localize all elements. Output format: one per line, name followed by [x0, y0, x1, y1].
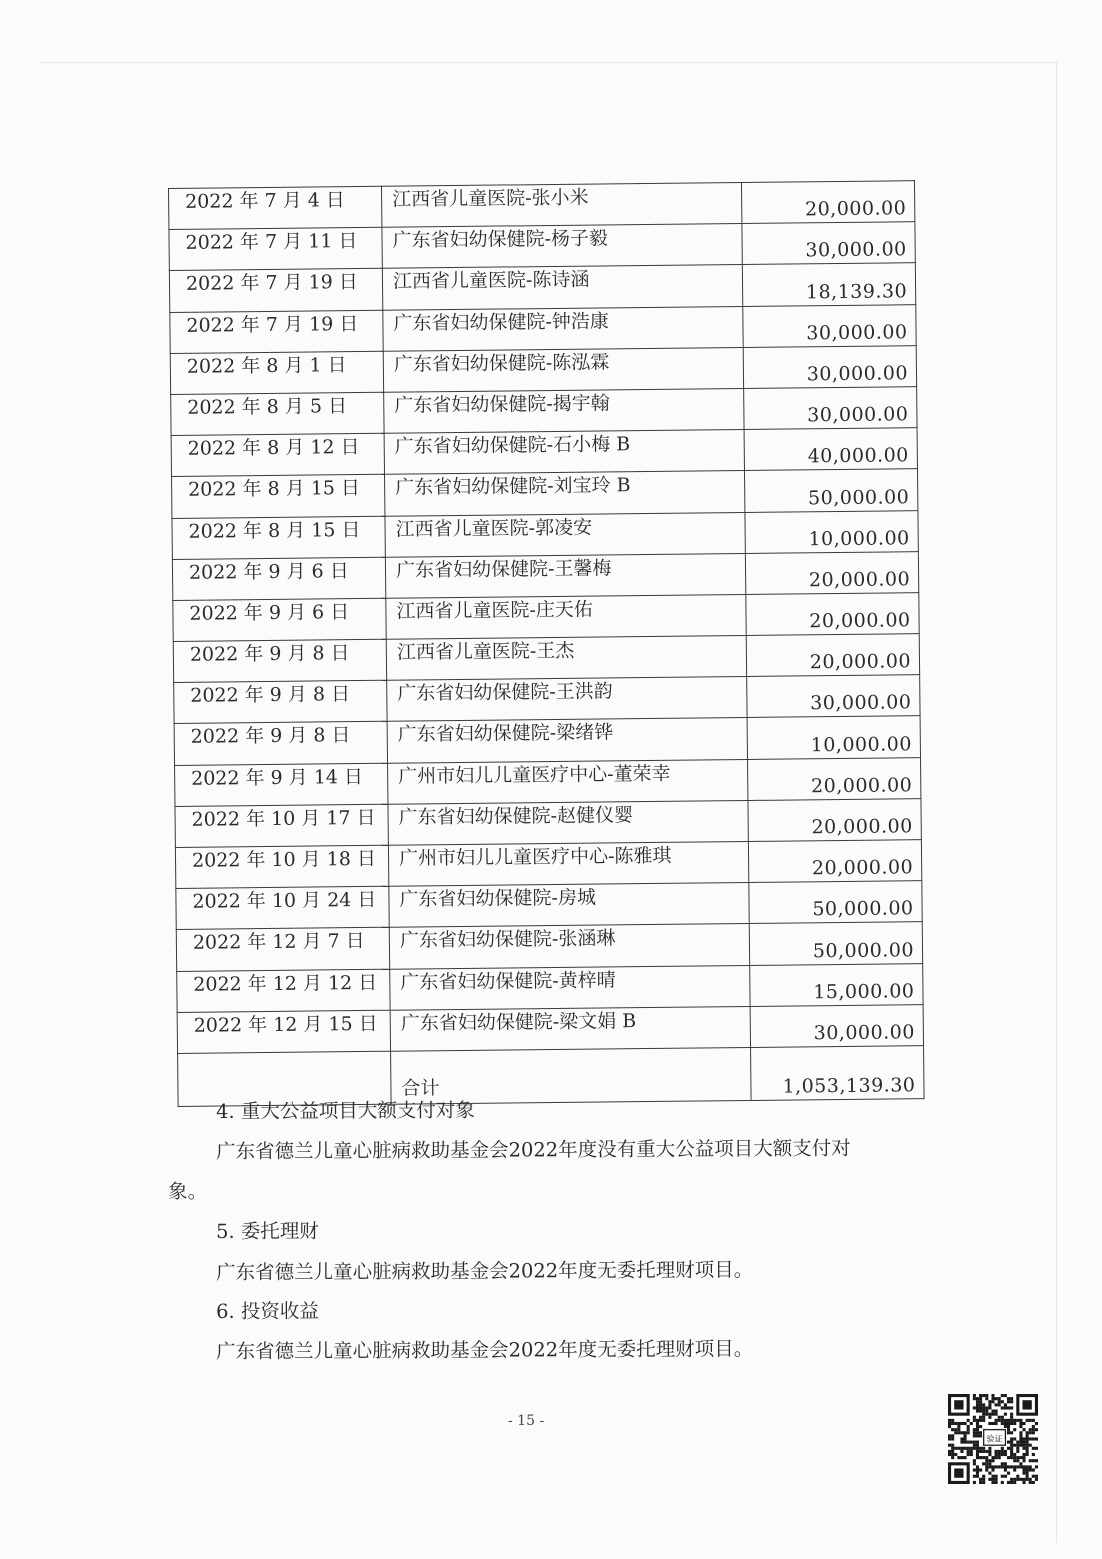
row-recipient: 广东省妇幼保健院-石小梅 B [384, 430, 744, 475]
row-date: 2022 年 12 月 15 日 [177, 1010, 390, 1053]
row-recipient: 广州市妇儿儿童医疗中心-董荣幸 [388, 759, 748, 804]
page-number: - 15 - [508, 1413, 545, 1429]
row-date: 2022 年 8 月 15 日 [172, 516, 385, 559]
row-date: 2022 年 8 月 1 日 [170, 351, 383, 394]
row-amount: 30,000.00 [744, 387, 917, 430]
row-amount: 15,000.00 [750, 963, 923, 1006]
row-date: 2022 年 10 月 18 日 [175, 845, 388, 888]
row-amount: 30,000.00 [747, 675, 920, 718]
section-5-body: 广东省德兰儿童心脏病救助基金会2022年度无委托理财项目。 [216, 1258, 754, 1284]
section-4-heading: 4. 重大公益项目大额支付对象 [216, 1098, 475, 1123]
row-recipient: 江西省儿童医院-郭凌安 [385, 512, 745, 557]
table-total-row [178, 1046, 925, 1107]
row-date: 2022 年 9 月 8 日 [173, 639, 386, 682]
row-date: 2022 年 10 月 17 日 [175, 804, 388, 847]
donation-table [168, 180, 925, 1107]
row-recipient: 广东省妇幼保健院-刘宝玲 B [385, 471, 745, 516]
row-amount: 20,000.00 [746, 634, 919, 677]
row-amount: 50,000.00 [749, 881, 922, 924]
row-date: 2022 年 9 月 6 日 [173, 598, 386, 641]
row-recipient: 广东省妇幼保健院-揭宇翰 [384, 388, 744, 433]
row-recipient: 广东省妇幼保健院-王馨梅 [385, 553, 745, 598]
total-empty-cell [178, 1051, 392, 1106]
row-recipient: 江西省儿童医院-王杰 [386, 636, 746, 681]
section-4-body-line2: 象。 [168, 1179, 208, 1203]
row-recipient: 广东省妇幼保健院-黄梓晴 [390, 965, 750, 1010]
row-date: 2022 年 8 月 5 日 [171, 392, 384, 435]
row-amount: 50,000.00 [749, 922, 922, 965]
row-amount: 40,000.00 [744, 428, 917, 471]
row-amount: 20,000.00 [748, 840, 921, 883]
qr-code-icon [948, 1394, 1038, 1484]
row-date: 2022 年 8 月 15 日 [172, 475, 385, 518]
row-amount: 20,000.00 [741, 181, 914, 224]
row-amount: 10,000.00 [747, 716, 920, 759]
row-date: 2022 年 12 月 7 日 [176, 928, 389, 971]
row-recipient: 江西省儿童医院-张小米 [381, 182, 741, 227]
section-4-body-line1: 广东省德兰儿童心脏病救助基金会2022年度没有重大公益项目大额支付对 [216, 1136, 851, 1163]
row-date: 2022 年 7 月 4 日 [169, 186, 382, 229]
row-date: 2022 年 7 月 19 日 [169, 269, 382, 312]
row-recipient: 江西省儿童医院-庄天佑 [386, 594, 746, 639]
row-date: 2022 年 7 月 19 日 [170, 310, 383, 353]
row-recipient: 广东省妇幼保健院-杨子毅 [382, 224, 742, 269]
section-5-heading: 5. 委托理财 [216, 1219, 319, 1243]
row-amount: 18,139.30 [742, 263, 915, 306]
row-recipient: 广东省妇幼保健院-梁文娟 B [390, 1006, 750, 1051]
row-amount: 20,000.00 [746, 593, 919, 636]
qr-overlay-label: 验证 [986, 1434, 1003, 1444]
row-recipient: 广东省妇幼保健院-钟浩康 [383, 306, 743, 351]
row-amount: 30,000.00 [742, 222, 915, 265]
row-date: 2022 年 7 月 11 日 [169, 227, 382, 270]
row-recipient: 广东省妇幼保健院-陈泓霖 [383, 347, 743, 392]
row-recipient: 广东省妇幼保健院-房城 [389, 883, 749, 928]
total-amount: 1,053,139.30 [751, 1046, 925, 1101]
row-recipient: 广东省妇幼保健院-王洪韵 [387, 677, 747, 722]
row-recipient: 江西省儿童医院-陈诗涵 [382, 265, 742, 310]
row-recipient: 广东省妇幼保健院-张涵琳 [389, 924, 749, 969]
row-amount: 50,000.00 [744, 469, 917, 512]
row-amount: 30,000.00 [750, 1004, 923, 1047]
section-6-heading: 6. 投资收益 [216, 1299, 319, 1323]
row-amount: 20,000.00 [748, 798, 921, 841]
row-amount: 20,000.00 [745, 551, 918, 594]
row-date: 2022 年 10 月 24 日 [176, 886, 389, 929]
row-recipient: 广州市妇儿儿童医疗中心-陈雅琪 [388, 841, 748, 886]
row-amount: 30,000.00 [743, 304, 916, 347]
row-date: 2022 年 9 月 8 日 [174, 680, 387, 723]
row-recipient: 广东省妇幼保健院-赵健仪婴 [388, 800, 748, 845]
total-label: 合计 [391, 1047, 752, 1104]
section-6-body: 广东省德兰儿童心脏病救助基金会2022年度无委托理财项目。 [216, 1337, 754, 1363]
row-date: 2022 年 12 月 12 日 [177, 969, 390, 1012]
row-date: 2022 年 9 月 8 日 [174, 722, 387, 765]
row-amount: 20,000.00 [748, 757, 921, 800]
row-date: 2022 年 9 月 6 日 [172, 557, 385, 600]
row-amount: 30,000.00 [743, 345, 916, 388]
row-amount: 10,000.00 [745, 510, 918, 553]
row-recipient: 广东省妇幼保健院-梁绪铧 [387, 718, 747, 763]
row-date: 2022 年 9 月 14 日 [175, 763, 388, 806]
row-date: 2022 年 8 月 12 日 [171, 433, 384, 476]
